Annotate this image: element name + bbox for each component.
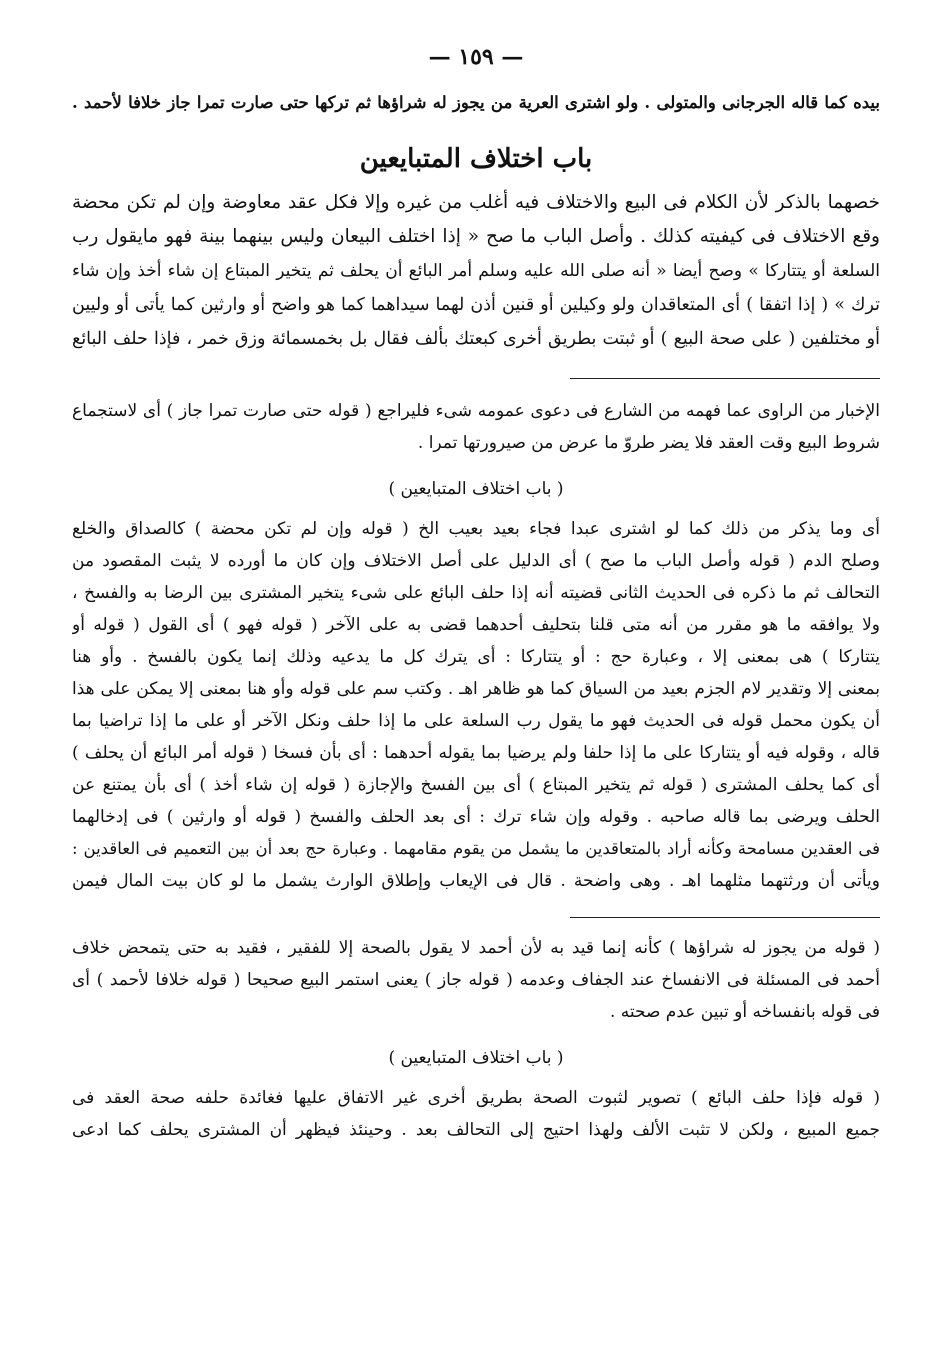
footnote-body-line: قاله ، وقوله فيه أو يتتاركا على ما إذا حلفا ولم يرضيا بما يقوله أحدهما : أى بأن فسخا ( قوله أمر البائع أن يحلف ) bbox=[72, 743, 880, 763]
top-continuation-line: بيده كما قاله الجرجانى والمتولى . ولو اشترى العرية من يجوز له شراؤها ثم تركها حتى صارت تمرا جاز خلافا لأحمد . bbox=[72, 93, 880, 112]
footnote-separator bbox=[570, 378, 880, 379]
footnote-body-line: التحالف ثم ما ذكره فى الحديث الثانى قضيته أنه إذا حلف البائع على شىء يتخير المشترى بين الرضا به والفسخ ، bbox=[72, 583, 880, 603]
footnote-body-line: وصلح الدم ( قوله وأصل الباب ما صح ) أى الدليل على أصل الاختلاف وإن كان ما أورده لا يثبت المقصود من bbox=[72, 551, 880, 571]
document-page bbox=[72, 40, 880, 1350]
main-text-line: أو مختلفين ( على صحة البيع ) أو ثبتت بطريق أخرى كبعتك بألف فقال بل بخمسمائة وزق خمر ، فإذا حلف البائع bbox=[72, 329, 880, 349]
footnote-body-line: ولا يوافقه ما هو مقرر من أنه متى قلنا بتحليف أحدهما قضى به على الآخر ( قوله فهو ) أى القول ( قوله أو bbox=[72, 615, 880, 635]
main-text-block bbox=[72, 186, 880, 356]
footnote-block-1 bbox=[72, 395, 880, 897]
footnote-body-line: الحلف ويرضى بما قاله صاحبه . وقوله وإن شاء ترك : أى بعد الحلف والفسخ ( قوله أو وارثين ) فى إدخالهما bbox=[72, 807, 880, 827]
page-number: — ١٥٩ — bbox=[428, 44, 524, 70]
main-text-line: ترك » ( إذا اتفقا ) أى المتعاقدان ولو وكيلين أو قنين أذن لهما سيداهما كما هو واضح أو وارثين كما يأتى أو وليين bbox=[72, 295, 880, 315]
footnote-body-line: جميع المبيع ، ولكن لا تثبت الألف ولهذا احتيج إلى التحالف بعد . وحينئذ فيظهر أن المشترى يحلف كما ادعى bbox=[72, 1120, 880, 1140]
footnote-line: ( قوله من يجوز له شراؤها ) كأنه إنما قيد به لأن أحمد لا يقول بالصحة إلا للفقير ، فقيد به حتى يتمحض خلاف bbox=[72, 938, 880, 958]
footnote-body-line: بمعنى إلا وتقدير لام الجزم بعيد من السياق كما هو ظاهر اهـ . وكتب سم على قوله وأو هنا بمعنى إلا يمكن على هذا bbox=[72, 679, 880, 699]
main-text-line: السلعة أو يتتاركا » وصح أيضا « أنه صلى الله عليه وسلم أمر البائع أن يحلف ثم يتخير المبتاع إن شاء أخذ وإن شاء bbox=[72, 261, 880, 281]
footnote-body-line: فى العقدين مسامحة وكأنه أراد بالمتعاقدين ما يشمل من يقوم مقامهما . وعبارة حج بعد أن بين التعميم فى العاقدين : bbox=[72, 839, 880, 858]
footnote-heading: ( باب اختلاف المتبايعين ) bbox=[388, 1048, 564, 1068]
main-text-line: وقع الاختلاف فى كيفيته كذلك . وأصل الباب ما صح « إذا اختلف البيعان وليس بينهما بينة فهو مايقول رب bbox=[72, 226, 880, 247]
chapter-title: باب اختلاف المتبايعين bbox=[359, 144, 593, 174]
footnote-line: الإخبار من الراوى عما فهمه من الشارع فى دعوى عمومه شىء فليراجع ( قوله حتى صارت تمرا جاز ) أى لاستجماع bbox=[72, 401, 880, 421]
footnote-line: فى قوله بانفساخه أو تبين عدم صحته . bbox=[609, 1002, 880, 1022]
footnote-body-line: ( قوله فإذا حلف البائع ) تصوير لثبوت الصحة بطريق أخرى غير الاتفاق عليها فغائدة حلفه صحة العقد فى bbox=[72, 1088, 880, 1108]
footnote-body-line: ويأتى أن ورثتهما مثلهما اهـ . وهى واضحة . قال فى الإيعاب وإطلاق الوارث يشمل ما لو كان بيت المال فيمن bbox=[72, 871, 880, 891]
footnote-heading: ( باب اختلاف المتبايعين ) bbox=[388, 479, 564, 499]
footnote-body-line: يتتاركا ) هى بمعنى إلا ، وعبارة حج : أو يتتاركا : أى يترك كل ما يدعيه وذلك إنما يكون بالفسخ . وأو هنا bbox=[72, 647, 880, 667]
footnote-body-line: أن يكون محمل قوله فى الحديث فهو ما يقول رب السلعة على ما إذا حلف ونكل الآخر أو على ما إذا تراضيا بما bbox=[72, 711, 880, 731]
footnote-body-line: أى وما يذكر من ذلك كما لو اشترى عبدا فجاء بعيد بعيب الخ ( قوله وإن لم تكن محضة ) كالصداق والخلع bbox=[72, 519, 880, 539]
footnote-body-line: أى كما يحلف المشترى ( قوله ثم يتخير المبتاع ) أى بين الفسخ والإجازة ( قوله إن شاء أخذ ) أى بأن يمتنع عن bbox=[72, 775, 880, 795]
footnote-line: شروط البيع وقت العقد فلا يضر طروّ ما عرض من صيرورتها تمرا . bbox=[417, 433, 880, 453]
footnote-block-2 bbox=[72, 932, 880, 1146]
main-text-line: خصهما بالذكر لأن الكلام فى البيع والاختلاف فيه أغلب من غيره وإلا فكل عقد معاوضة وإن لم تكن محضة bbox=[72, 192, 880, 213]
footnote-line: أحمد فى المسئلة فى الانفساخ عند الجفاف وعدمه ( قوله جاز ) يعنى استمر البيع صحيحا ( قوله خلافا لأحمد ) أى bbox=[72, 970, 880, 990]
footnote-separator bbox=[570, 917, 880, 918]
